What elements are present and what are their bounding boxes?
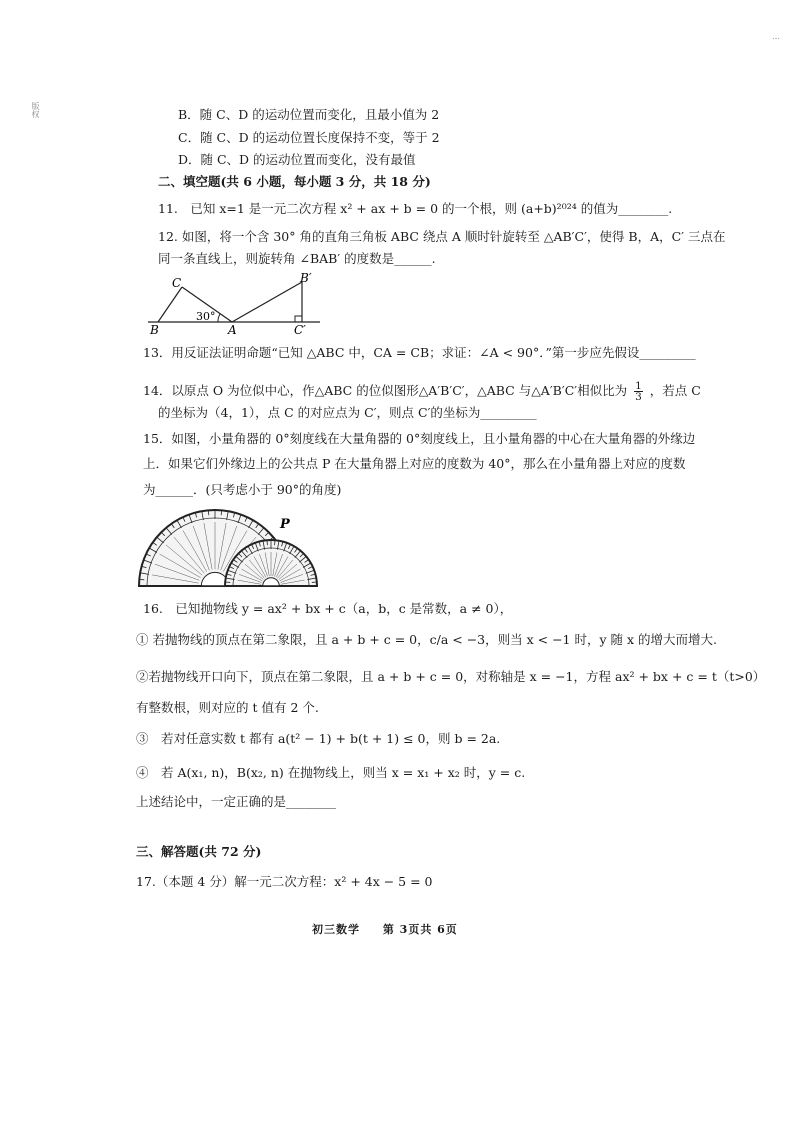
footer-page-number: 第 3页共 6页 [382,923,458,936]
label-c: C [172,276,182,290]
statement-3: ③ 若对任意实数 t 都有 a(t² − 1) + b(t + 1) ≤ 0，则 b = 2a. [136,731,501,746]
question-14-line-2: 的坐标为（4，1），点 C 的对应点为 C′，则点 C′的坐标为_________ [158,405,537,420]
triangle-rotation-figure [140,270,340,340]
label-c-prime: C′ [294,323,306,337]
question-17: 17.（本题 4 分）解一元二次方程：x² + 4x − 5 = 0 [136,874,433,889]
question-13: 13．用反证法证明命题“已知 △ABC 中，CA = CB；求证：∠A < 90°．”第一步应先假设_________ [143,345,696,360]
ratio-numerator: 1 [635,380,642,392]
label-b: B [150,323,159,337]
label-p: P [280,517,290,532]
question-12-line-2: 同一条直线上，则旋转角 ∠BAB′ 的度数是______. [158,251,436,266]
question-15-line-2: 上．如果它们外缘边上的公共点 P 在大量角器上对应的度数为 40°，那么在小量角器上对应的度数 [143,456,686,471]
ratio-fraction [634,381,643,402]
question-14-line-1 [143,381,701,402]
option-b: B．随 C、D 的运动位置而变化，且最小值为 2 [178,107,440,122]
statement-1: ① 若抛物线的顶点在第二象限，且 a + b + c = 0，c/a < −3，则当 x < −1 时，y 随 x 的增大而增大. [136,632,717,647]
page-footer [312,921,476,937]
statement-4: ④ 若 A(x₁, n)，B(x₂, n) 在抛物线上，则当 x = x₁ + x₂ 时，y = c. [136,765,526,780]
question-11: 11. 已知 x=1 是一元二次方程 x² + ax + b = 0 的一个根，则 (a+b)²⁰²⁴ 的值为________. [158,201,673,216]
question-15-line-3: 为______．(只考虑小于 90°的角度) [143,482,342,497]
question-12-line-1: 12. 如图，将一个含 30° 角的直角三角板 ABC 绕点 A 顺时针旋转至 △AB′C′，使得 B，A，C′ 三点在 [158,229,726,244]
question-14-tail: ，若点 C [649,383,701,398]
label-b-prime: B′ [300,271,312,285]
footer-subject: 初三数学 [312,923,360,936]
corner-mark: … [772,32,780,41]
question-16-ask: 上述结论中，一定正确的是________ [136,794,337,809]
protractor-figure [135,508,335,590]
question-15-line-1: 15．如图，小量角器的 0°刻度线在大量角器的 0°刻度线上，且小量角器的中心在大量角器的外缘边 [143,431,696,446]
statement-2-line-1: ②若抛物线开口向下，顶点在第二象限，且 a + b + c = 0，对称轴是 x = −1，方程 ax² + bx + c = t（t>0） [136,669,766,684]
ratio-denominator: 3 [635,391,642,403]
section-heading-answers: 三、解答题(共 72 分) [136,844,262,859]
statement-2-line-2: 有整数根，则对应的 t 值有 2 个. [136,700,319,715]
option-d: D．随 C、D 的运动位置而变化，没有最值 [178,152,416,167]
margin-mark: 版权 [31,102,40,118]
label-a: A [228,323,237,337]
question-16-stem: 16. 已知抛物线 y = ax² + bx + c（a，b，c 是常数，a ≠ 0）， [143,601,513,616]
label-angle: 30° [196,310,216,323]
question-14-text: 14．以原点 O 为位似中心，作△ABC 的位似图形△A′B′C′，△ABC 与△A′B′C′相似比为 [143,383,628,398]
option-c: C．随 C、D 的运动位置长度保持不变，等于 2 [178,130,440,145]
section-heading-fill-in: 二、填空题(共 6 小题，每小题 3 分，共 18 分) [158,174,431,189]
